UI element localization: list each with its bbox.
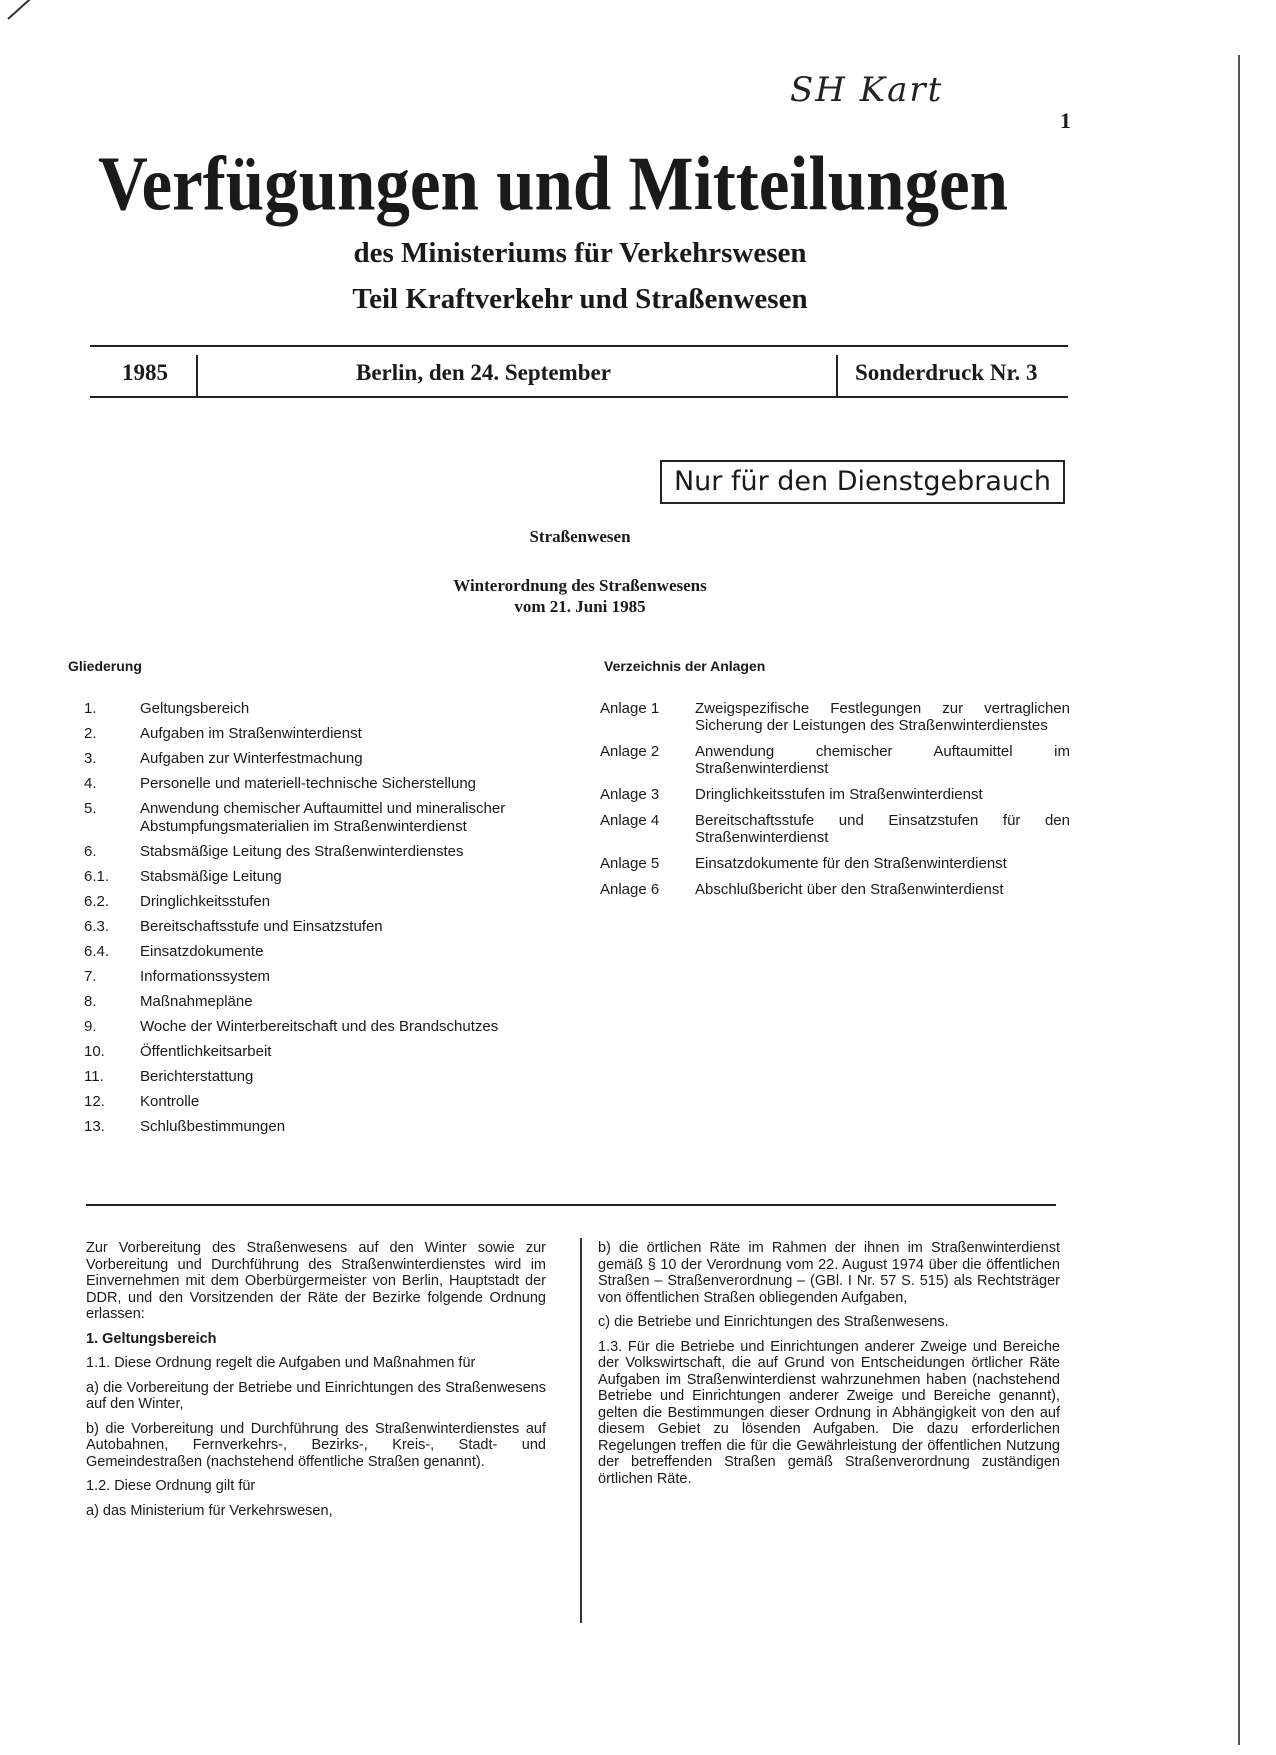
toc-item-number: 6.3. (84, 918, 110, 935)
toc-item (84, 1093, 564, 1111)
toc-item-text: Aufgaben zur Winterfestmachung (140, 750, 363, 767)
toc-list (84, 700, 564, 1143)
toc-item-text: Stabsmäßige Leitung (140, 868, 282, 885)
toc-item-text: Maßnahmepläne (140, 993, 253, 1010)
toc-item (84, 775, 564, 793)
toc-item-number: 6.2. (84, 893, 110, 910)
handwritten-note: SH Kart (790, 70, 944, 110)
toc-item-text: Woche der Winterbereitschaft und des Brandschutzes (140, 1018, 499, 1035)
masthead-subtitle-part: Teil Kraftverkehr und Straßenwesen (352, 283, 808, 315)
toc-item-text: Einsatzdokumente (140, 943, 264, 960)
header-divider-1 (196, 355, 198, 397)
paragraph-1-3: 1.3. Für die Betriebe und Einrichtungen anderer Zweige und Bereiche der Volkswirtschaft, die auf Grund von Entscheidungen örtlicher Räte Aufgaben im Straßenwinterdienst wahrzunehmen haben (nachstehend Betriebe und Einrichtungen anderer Zweige und Bereiche genannt), gelten die Bestimmungen dieser Ordnung in Abhängigkeit von den auf diesem Gebiet zu lösenden Aufgaben. Die dazu erforderlichen Regelungen treffen die für die Gewährleistung der öffentlichen Nutzung der betreffenden Straßen gemäß Straßenverordnung zuständigen örtlichen Räte. (598, 1338, 1060, 1487)
toc-item-number: 4. (84, 775, 97, 792)
toc-item (84, 1068, 564, 1086)
toc-item-text: Schlußbestimmungen (140, 1118, 286, 1135)
annex-item (600, 881, 1070, 898)
annex-text: Dringlichkeitsstufen im Straßenwinterdienst (695, 786, 983, 803)
toc-item (84, 968, 564, 986)
toc-item-number: 5. (84, 800, 97, 817)
body-separator-rule (86, 1204, 1056, 1206)
annex-label: Anlage 4 (600, 812, 660, 829)
annex-text: Einsatzdokumente für den Straßenwinterdienst (695, 855, 1007, 872)
masthead-title: Verfügungen und Mitteilungen (98, 141, 1008, 227)
section-name: Straßenwesen (529, 527, 631, 546)
annex-label: Anlage 5 (600, 855, 660, 872)
annex-list (600, 700, 1070, 907)
toc-item (84, 943, 564, 961)
annex-label: Anlage 6 (600, 881, 660, 898)
annex-item (600, 700, 1070, 734)
toc-item-text: Personelle und materiell-technische Sicherstellung (140, 775, 477, 792)
section-1-heading: 1. Geltungsbereich (86, 1330, 217, 1347)
annex-text: Abschlußbericht über den Straßenwinterdienst (695, 881, 1004, 898)
annex-item (600, 786, 1070, 803)
toc-item-text: Kontrolle (140, 1093, 200, 1110)
toc-item (84, 700, 564, 718)
header-rule-bottom (90, 396, 1068, 398)
annex-item (600, 812, 1070, 846)
header-rule-top (90, 345, 1068, 347)
page-edge-line (1238, 55, 1240, 1745)
annex-label: Anlage 2 (600, 743, 660, 760)
page-number: 1 (1060, 108, 1071, 133)
toc-item-text: Öffentlichkeitsarbeit (140, 1043, 272, 1060)
annex-item (600, 743, 1070, 777)
toc-item (84, 725, 564, 743)
toc-item-text: Dringlichkeitsstufen (140, 893, 271, 910)
toc-item-number: 12. (84, 1093, 105, 1110)
annex-item (600, 855, 1070, 872)
paragraph-1-2-c: c) die Betriebe und Einrichtungen des Straßenwesens. (598, 1314, 949, 1330)
column-divider (580, 1238, 582, 1623)
issue-year: 1985 (122, 360, 168, 385)
header-divider-2 (836, 355, 838, 397)
toc-item-text: Berichterstattung (140, 1068, 254, 1085)
paragraph-1-1: 1.1. Diese Ordnung regelt die Aufgaben und Maßnahmen für (86, 1355, 476, 1371)
toc-item-number: 11. (84, 1068, 104, 1085)
toc-item-number: 9. (84, 1018, 97, 1035)
body-right-column (598, 1240, 1060, 1495)
toc-item (84, 843, 564, 861)
toc-item (84, 1043, 564, 1061)
toc-item-text: Geltungsbereich (140, 700, 250, 717)
issue-number: Sonderdruck Nr. 3 (855, 360, 1038, 385)
toc-item-number: 13. (84, 1118, 105, 1135)
toc-item-text: Anwendung chemischer Auftaumittel und mineralischer Abstumpfungsmaterialien im Straßenwinterdienst (140, 800, 506, 835)
toc-item-text: Informationssystem (140, 968, 271, 985)
toc-item-number: 7. (84, 968, 97, 985)
issue-place-date: Berlin, den 24. September (356, 360, 611, 385)
annex-text: Zweigspezifische Festlegungen zur vertraglichen Sicherung der Leistungen des Straßenwinterdienstes (695, 700, 1070, 734)
toc-item-number: 6.4. (84, 943, 110, 960)
toc-item-number: 8. (84, 993, 97, 1010)
toc-item (84, 800, 564, 836)
toc-item (84, 750, 564, 768)
paragraph-1-2-a: a) das Ministerium für Verkehrswesen, (86, 1502, 333, 1519)
toc-item-number: 6. (84, 843, 97, 860)
annex-text: Bereitschaftsstufe und Einsatzstufen für den Straßenwinterdienst (695, 812, 1070, 846)
annex-label: Anlage 3 (600, 786, 660, 803)
toc-item-number: 1. (84, 700, 97, 717)
body-left-column (86, 1240, 546, 1527)
toc-item (84, 918, 564, 936)
toc-item (84, 1118, 564, 1136)
annex-heading: Verzeichnis der Anlagen (604, 658, 766, 674)
toc-heading: Gliederung (68, 658, 142, 674)
toc-item-number: 6.1. (84, 868, 110, 885)
scan-mark (7, 0, 56, 20)
toc-item (84, 868, 564, 886)
toc-item-text: Aufgaben im Straßenwinterdienst (140, 725, 362, 742)
toc-item-number: 2. (84, 725, 97, 742)
paragraph-1-2-b: b) die örtlichen Räte im Rahmen der ihnen im Straßenwinterdienst gemäß § 10 der Verordnung vom 22. August 1974 über die öffentlichen Straßen – Straßenverordnung – (GBl. I Nr. 57 S. 515) als Rechtsträger von öffentlichen Straßen obliegenden Aufgaben, (598, 1240, 1060, 1306)
annex-label: Anlage 1 (600, 700, 660, 717)
toc-item-text: Bereitschaftsstufe und Einsatzstufen (140, 918, 383, 935)
paragraph-1-1-b: b) die Vorbereitung und Durchführung des Straßenwinterdienstes auf Autobahnen, Fernverkehrs-, Bezirks-, Kreis-, Stadt- und Gemeindestraßen (nachstehend öffentliche Straßen genannt). (86, 1420, 546, 1470)
toc-item-text: Stabsmäßige Leitung des Straßenwinterdienstes (140, 843, 464, 860)
intro-paragraph: Zur Vorbereitung des Straßenwesens auf den Winter sowie zur Vorbereitung und Durchführung des Straßenwinterdienstes wird im Einvernehmen mit dem Oberbürgermeister von Berlin, Hauptstadt der DDR, und den Vorsitzenden der Räte der Bezirke folgende Ordnung erlassen: (86, 1240, 546, 1322)
toc-item (84, 893, 564, 911)
toc-item-number: 10. (84, 1043, 105, 1060)
paragraph-1-2: 1.2. Diese Ordnung gilt für (86, 1478, 256, 1494)
document-title: Winterordnung des Straßenwesens (453, 576, 707, 595)
toc-item-number: 3. (84, 750, 97, 767)
masthead-subtitle-ministry: des Ministeriums für Verkehrswesen (353, 237, 807, 269)
annex-text: Anwendung chemischer Auftaumittel im Straßenwinterdienst (695, 743, 1070, 777)
paragraph-1-1-a: a) die Vorbereitung der Betriebe und Einrichtungen des Straßenwesens auf den Winter, (86, 1379, 546, 1412)
toc-item (84, 1018, 564, 1036)
restricted-use-stamp: Nur für den Dienstgebrauch (660, 460, 1065, 504)
document-date: vom 21. Juni 1985 (514, 597, 646, 616)
toc-item (84, 993, 564, 1011)
